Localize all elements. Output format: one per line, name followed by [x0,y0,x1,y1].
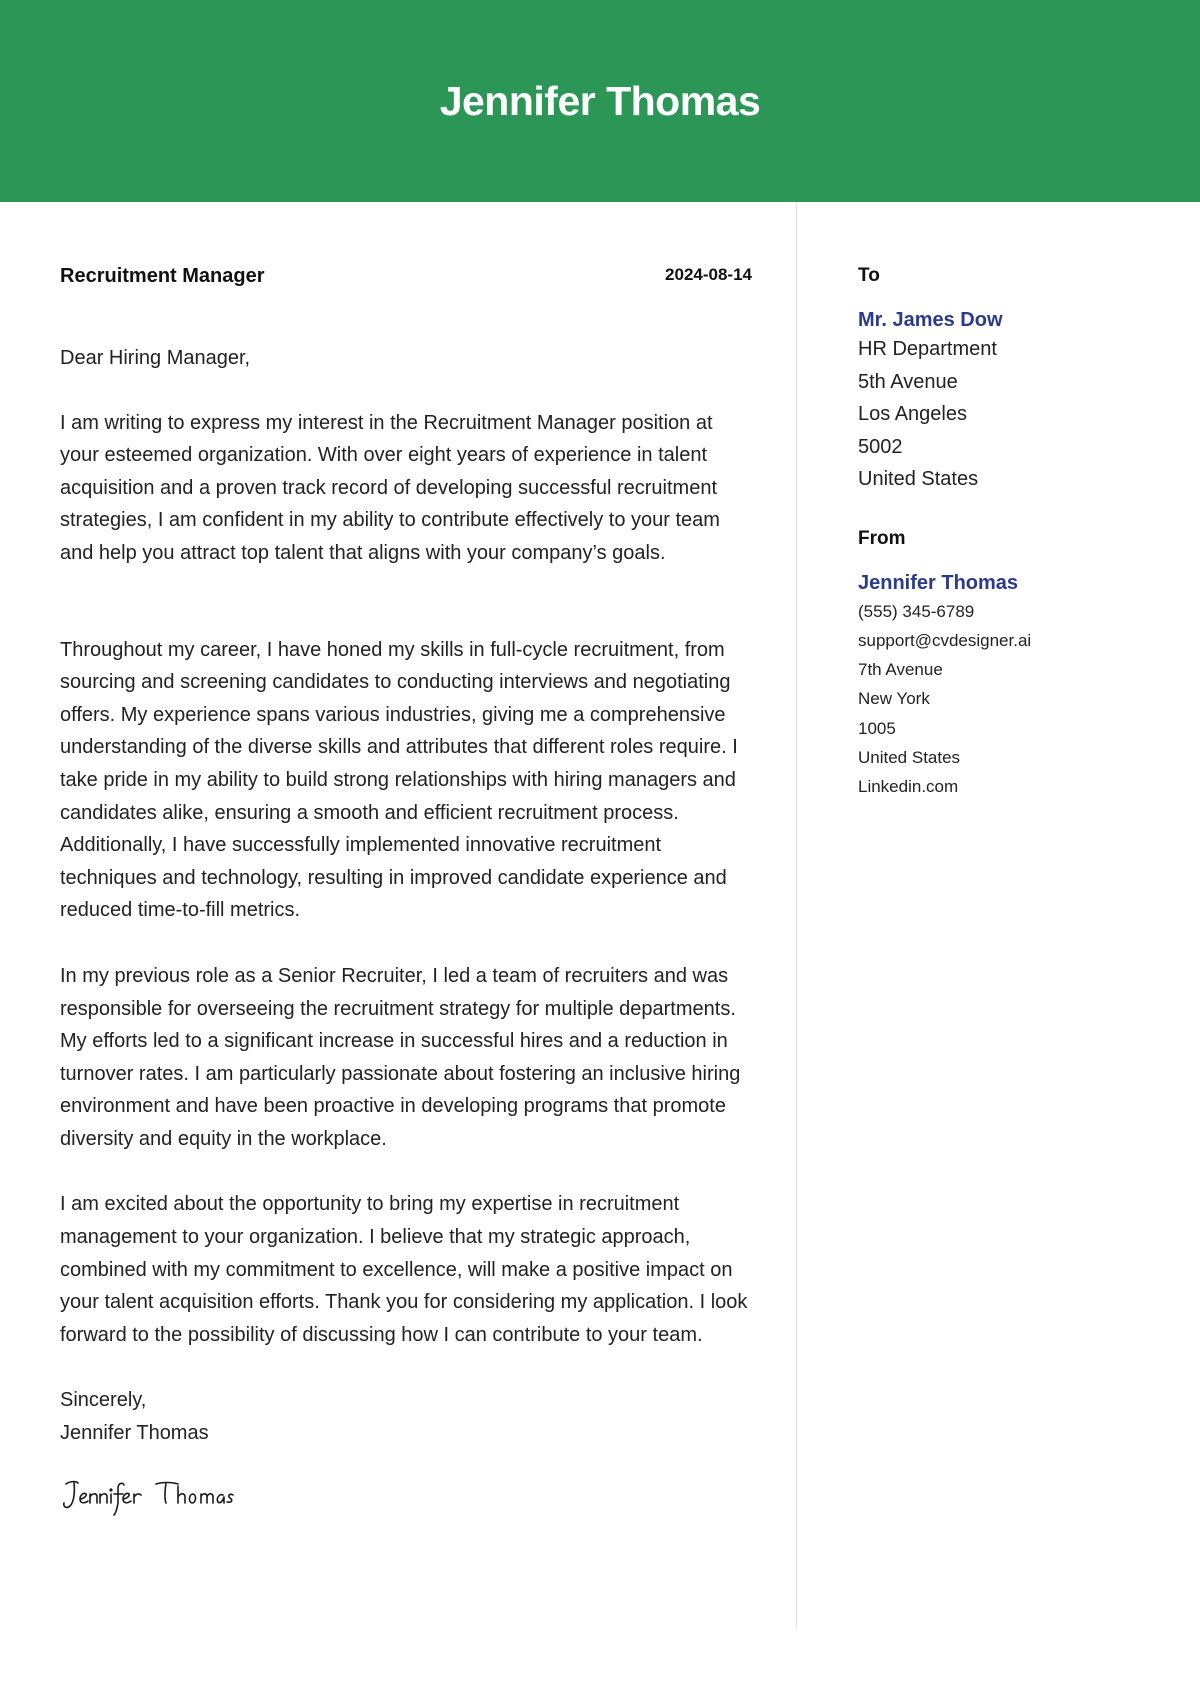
from-heading: From [858,527,906,549]
sender-street: 7th Avenue [858,660,943,680]
sender-zip: 1005 [858,718,896,738]
header-name: Jennifer Thomas [439,78,761,124]
paragraph-career: Throughout my career, I have honed my skills in full-cycle recruitment, from sourcing and screening candidates to conducting interviews and negotiating offers. My experience spans various industries, giving me a comprehensive understanding of the diverse skills and attributes that different roles require. I take pride in my ability to build strong relationships with hiring managers and candidates alike, ensuring a smooth and efficient recruitment process. Additionally, I have successfully implemented innovative recruitment techniques and technology, resulting in improved candidate experience and reduced time-to-fill metrics. [60,638,738,922]
recipient-street: 5th Avenue [858,370,958,393]
recipient-section [858,265,1178,496]
sender-details [858,597,1178,802]
header-banner [0,0,1200,202]
recipient-zip: 5002 [858,435,903,458]
address-sidebar [858,262,1178,802]
letter-text [60,342,752,1518]
letter-date: 2024-08-14 [665,265,752,284]
closing-salutation: Sincerely, [60,1389,147,1412]
paragraph-previous-role: In my previous role as a Senior Recruiter, I led a team of recruiters and was responsible for overseeing the recruitment strategy for multiple departments. My efforts led to a significant increase in successful hires and a reduction in turnover rates. I am particularly passionate about fostering an inclusive hiring environment and have been proactive in developing programs that promote diversity and equity in the workplace. [60,964,741,1150]
sender-country: United States [858,747,961,767]
sender-email[interactable]: support@cvdesigner.ai [858,630,1032,650]
column-divider [796,202,797,1628]
paragraph-closing: I am excited about the opportunity to bring my expertise in recruitment management to your organization. I believe that my strategic approach, combined with my commitment to excellence, will make a positive impact on your talent acquisition efforts. Thank you for considering my application. I look forward to the possibility of discussing how I can contribute to your team. [60,1193,748,1346]
paragraph-intro: I am writing to express my interest in the Recruitment Manager position at your esteemed organization. With over eight years of experience in talent acquisition and a proven track record of developing successful recruitment strategies, I am confident in my ability to contribute effectively to your team and help you attract top talent that aligns with your company’s goals. [60,411,720,564]
greeting: Dear Hiring Manager, [60,347,251,369]
recipient-name: Mr. James Dow [858,309,1003,331]
recipient-country: United States [858,468,979,490]
sender-section [858,528,1178,802]
closing-name: Jennifer Thomas [60,1422,209,1445]
recipient-address [858,333,1178,496]
sender-phone: (555) 345-6789 [858,601,975,621]
sender-city: New York [858,689,930,709]
job-title: Recruitment Manager [60,265,265,287]
handwritten-signature [60,1472,280,1518]
recipient-city: Los Angeles [858,403,967,425]
sender-name: Jennifer Thomas [858,571,1019,594]
to-heading: To [858,265,880,286]
recipient-department: HR Department [858,338,997,360]
sender-website[interactable]: Linkedin.com [858,777,959,797]
